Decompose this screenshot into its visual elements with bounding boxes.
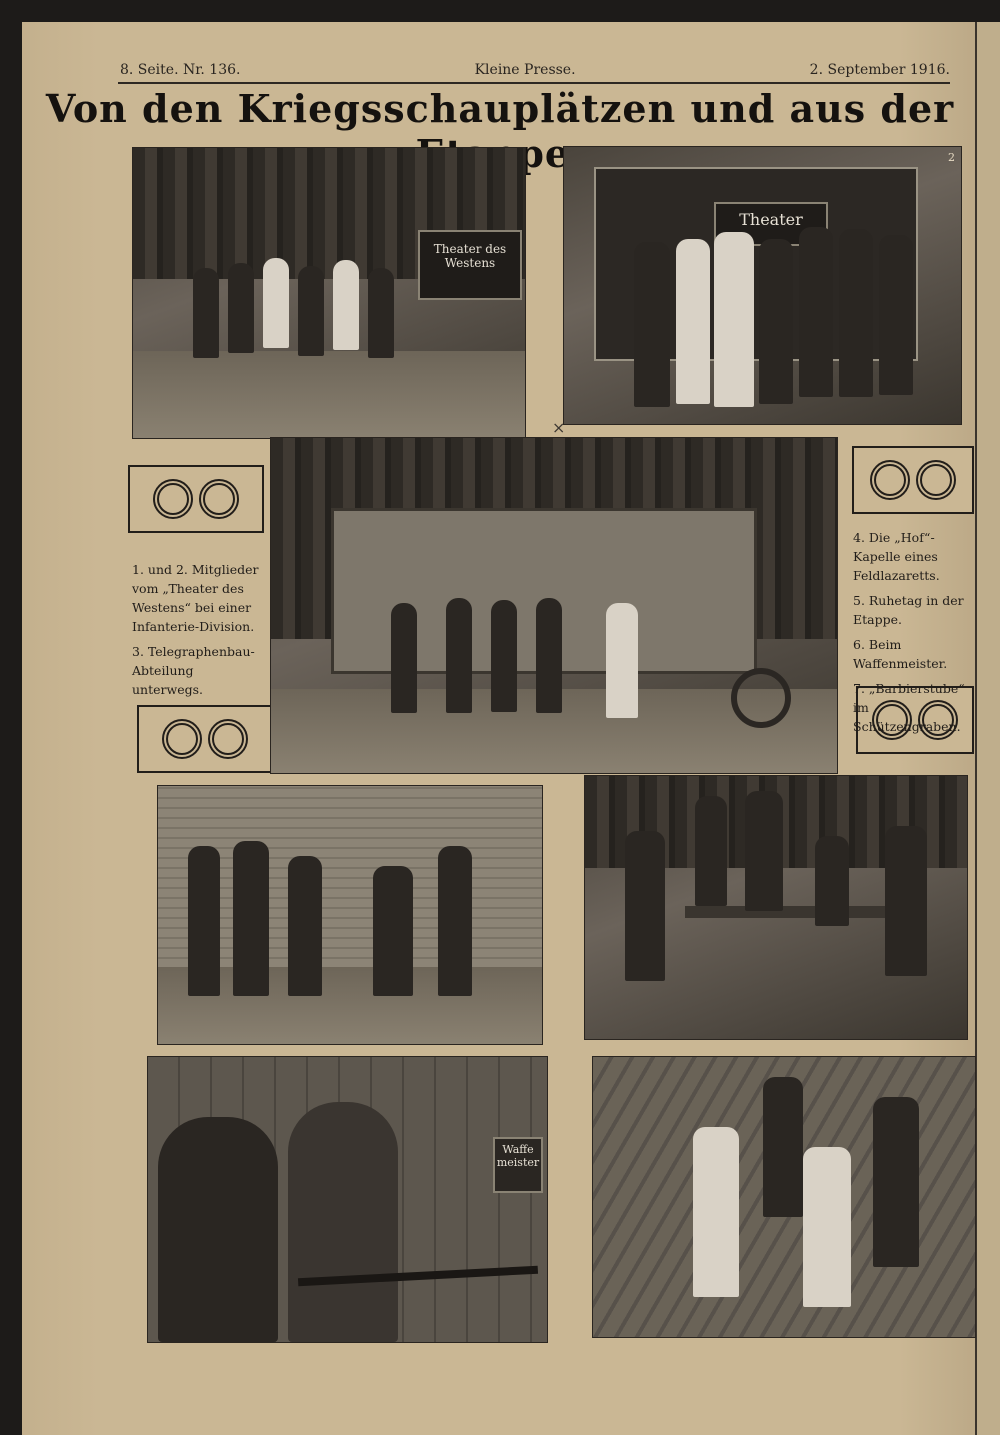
caption-4: 4. Die „Hof“-Kapelle eines Feldlazaretts. <box>853 530 940 583</box>
photo-5-rest-day <box>584 775 968 1040</box>
caption-6: 6. Beim Waffenmeister. <box>853 637 948 671</box>
caption-7: 7. „Barbierstube“ im Schützengraben. <box>853 681 965 734</box>
captions-right <box>853 528 973 742</box>
chain-ring <box>916 460 956 500</box>
actor-figure <box>839 229 873 397</box>
soldier-figure <box>625 831 665 981</box>
header-rule <box>118 82 950 84</box>
chain-ring <box>208 719 248 759</box>
soldier-figure <box>536 598 562 713</box>
actor-figure <box>676 239 710 404</box>
soldier-figure <box>803 1147 851 1307</box>
soldier-figure <box>228 263 254 353</box>
barber-figure <box>763 1077 803 1217</box>
photo-number: 2 <box>948 151 955 164</box>
soldier-figure <box>695 796 727 906</box>
caption-1-2: 1. und 2. Mitglieder vom „Theater des Westens“ bei einer Infanterie-Division. <box>132 562 259 634</box>
actor-figure <box>263 258 289 348</box>
captions-left <box>132 560 262 705</box>
soldier-figure <box>298 266 324 356</box>
margin-mark: × <box>552 418 566 437</box>
soldier-figure <box>368 268 394 358</box>
soldier-figure <box>885 826 927 976</box>
armorer-sign: Waffe meister <box>493 1137 543 1193</box>
actor-figure <box>759 239 793 404</box>
page-headline: Von den Kriegsschauplätzen und aus der <box>45 86 955 131</box>
actor-figure <box>879 235 913 395</box>
caption-5: 5. Ruhetag in der Etappe. <box>853 593 964 627</box>
theater-sign: Theater des Westens <box>418 230 522 300</box>
soldier-figure <box>815 836 849 926</box>
soldier-figure <box>233 841 269 996</box>
photo-ground <box>133 351 525 438</box>
photo-1-theater-troupe <box>132 147 526 439</box>
chain-ring <box>162 719 202 759</box>
photo-6-armorer <box>147 1056 548 1343</box>
soldier-figure <box>446 598 472 713</box>
soldier-figure <box>693 1127 739 1297</box>
soldier-figure <box>745 791 783 911</box>
chain-ornament <box>137 705 273 773</box>
adjacent-page-edge <box>975 22 1000 1435</box>
soldier-figure <box>193 268 219 358</box>
chain-ring <box>153 479 193 519</box>
armorer-figure <box>288 1102 398 1342</box>
soldier-figure <box>188 846 220 996</box>
table <box>685 906 885 918</box>
soldier-figure <box>606 603 638 718</box>
soldier-figure <box>491 600 517 712</box>
vehicle-wheel <box>731 668 791 728</box>
accordion-player <box>373 866 413 996</box>
soldier-figure <box>391 603 417 713</box>
theater-sign: Theater <box>714 202 828 246</box>
soldier-figure <box>158 1117 278 1342</box>
photo-7-trench-barber <box>592 1056 976 1338</box>
header-paper-title: Kleine Presse. <box>474 62 576 78</box>
actor-figure <box>333 260 359 350</box>
header-page-number: 8. Seite. Nr. 136. <box>120 62 241 78</box>
actor-figure <box>634 242 670 407</box>
chain-ornament <box>128 465 264 533</box>
header-date: 2. September 1916. <box>809 62 950 78</box>
chain-ornament <box>852 446 974 514</box>
actress-figure <box>714 232 754 407</box>
photo-2-theater-stage <box>563 146 962 425</box>
soldier-figure <box>873 1097 919 1267</box>
chain-ring <box>199 479 239 519</box>
caption-3: 3. Telegraphenbau-Abteilung unterwegs. <box>132 644 255 697</box>
photo-4-field-band <box>157 785 543 1045</box>
photo-3-telegraph-vehicle <box>270 437 838 774</box>
page-header <box>120 62 950 78</box>
soldier-figure <box>288 856 322 996</box>
chain-ring <box>870 460 910 500</box>
soldier-figure <box>438 846 472 996</box>
actor-figure <box>799 227 833 397</box>
